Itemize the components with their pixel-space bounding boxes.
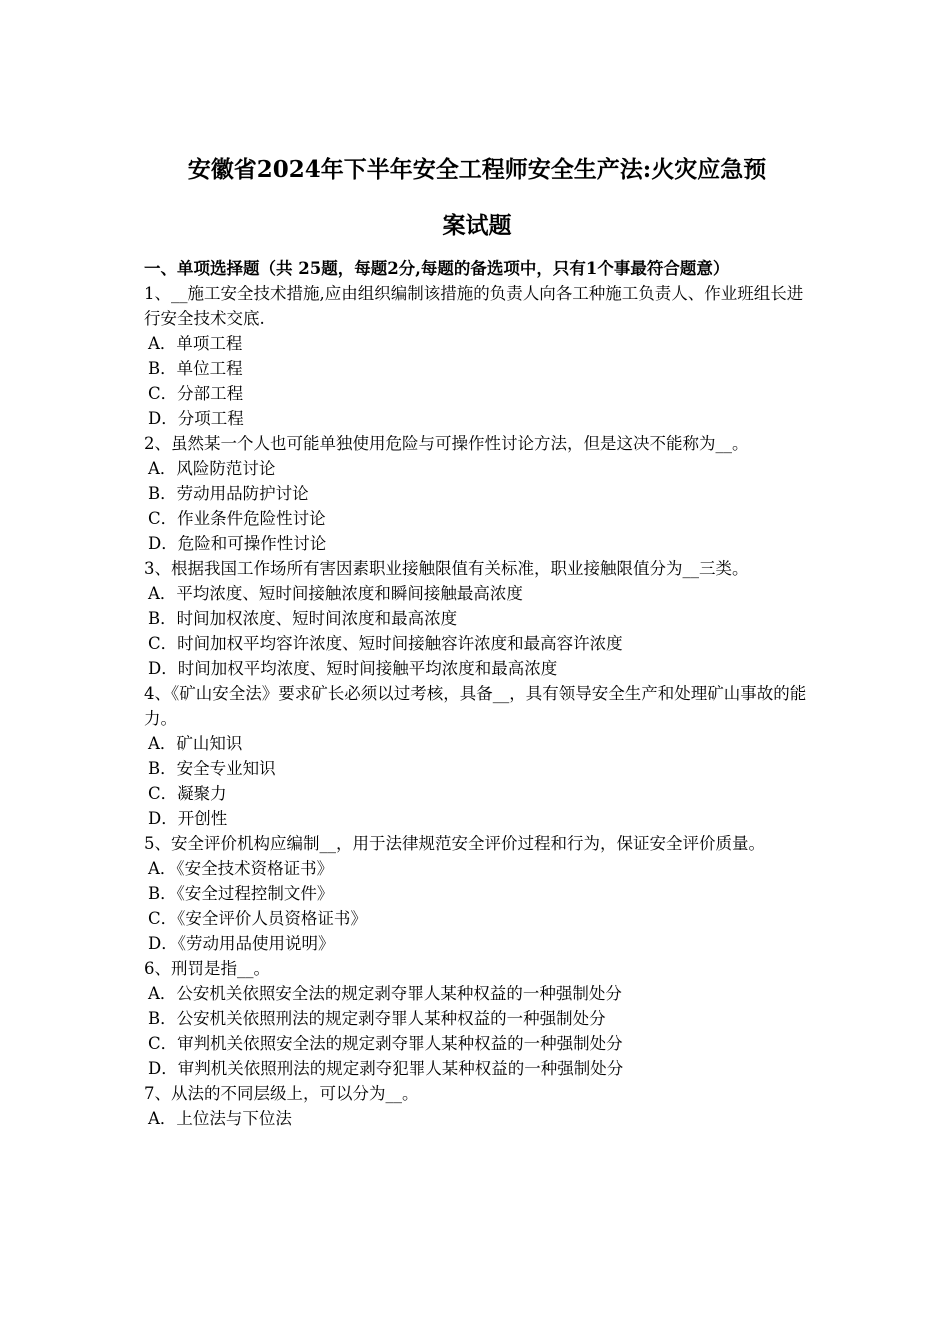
option-b: B．劳动用品防护讨论: [148, 484, 309, 503]
option-a: A．风险防范讨论: [148, 459, 276, 478]
document-title: [144, 142, 810, 254]
question-stem: 1、__施工安全技术措施,应由组织编制该措施的负责人向各工种施工负责人、作业班组长进行安全技术交底.: [144, 284, 804, 328]
option-c: C．《安全评价人员资格证书》: [148, 909, 367, 928]
option-c: C．作业条件危险性讨论: [148, 509, 326, 528]
option-d: D．危险和可操作性讨论: [148, 534, 327, 553]
question-list: [144, 281, 810, 1131]
document-page: [144, 142, 810, 1131]
option-b: B．公安机关依照刑法的规定剥夺罪人某种权益的一种强制处分: [148, 1009, 606, 1028]
question-1: [144, 281, 810, 431]
option-c: C．时间加权平均容许浓度、短时间接触容许浓度和最高容许浓度: [148, 634, 623, 653]
option-d: D．《劳动用品使用说明》: [148, 934, 335, 953]
option-a: A．《安全技术资格证书》: [148, 859, 334, 878]
title-line-1: 安徽省2024年下半年安全工程师安全生产法:火灾应急预: [187, 156, 767, 183]
option-b: B．时间加权浓度、短时间浓度和最高浓度: [148, 609, 458, 628]
option-c: C．审判机关依照安全法的规定剥夺罪人某种权益的一种强制处分: [148, 1034, 623, 1053]
question-stem: 7、从法的不同层级上，可以分为__。: [144, 1084, 419, 1103]
question-7: [144, 1081, 810, 1131]
option-b: B．《安全过程控制文件》: [148, 884, 334, 903]
question-3: [144, 556, 810, 681]
title-line-2: 案试题: [442, 212, 512, 239]
option-d: D．开创性: [148, 809, 228, 828]
option-c: C．凝聚力: [148, 784, 227, 803]
option-d: D．审判机关依照刑法的规定剥夺犯罪人某种权益的一种强制处分: [148, 1059, 624, 1078]
question-2: [144, 431, 810, 556]
option-a: A．单项工程: [148, 334, 243, 353]
option-a: A．矿山知识: [148, 734, 243, 753]
option-d: D．分项工程: [148, 409, 244, 428]
option-b: B．单位工程: [148, 359, 243, 378]
question-4: [144, 681, 810, 831]
question-6: [144, 956, 810, 1081]
option-a: A．平均浓度、短时间接触浓度和瞬间接触最高浓度: [148, 584, 523, 603]
question-stem: 6、刑罚是指__。: [144, 959, 270, 978]
question-stem: 5、安全评价机构应编制__，用于法律规范安全评价过程和行为，保证安全评价质量。: [144, 834, 765, 853]
section-heading: 一、单项选择题（共 25题，每题2分,每题的备选项中，只有1个事最符合题意）: [144, 259, 730, 278]
option-d: D．时间加权平均浓度、短时间接触平均浓度和最高浓度: [148, 659, 558, 678]
option-b: B．安全专业知识: [148, 759, 276, 778]
question-stem: 2、虽然某一个人也可能单独使用危险与可操作性讨论方法，但是这决不能称为__。: [144, 434, 749, 453]
option-a: A．上位法与下位法: [148, 1109, 292, 1128]
question-stem: 4、《矿山安全法》要求矿长必须以过考核，具备__，具有领导安全生产和处理矿山事故的能力。: [144, 684, 807, 728]
option-a: A．公安机关依照安全法的规定剥夺罪人某种权益的一种强制处分: [148, 984, 622, 1003]
question-5: [144, 831, 810, 956]
option-c: C．分部工程: [148, 384, 244, 403]
question-stem: 3、根据我国工作场所有害因素职业接触限值有关标准，职业接触限值分为__三类。: [144, 559, 749, 578]
